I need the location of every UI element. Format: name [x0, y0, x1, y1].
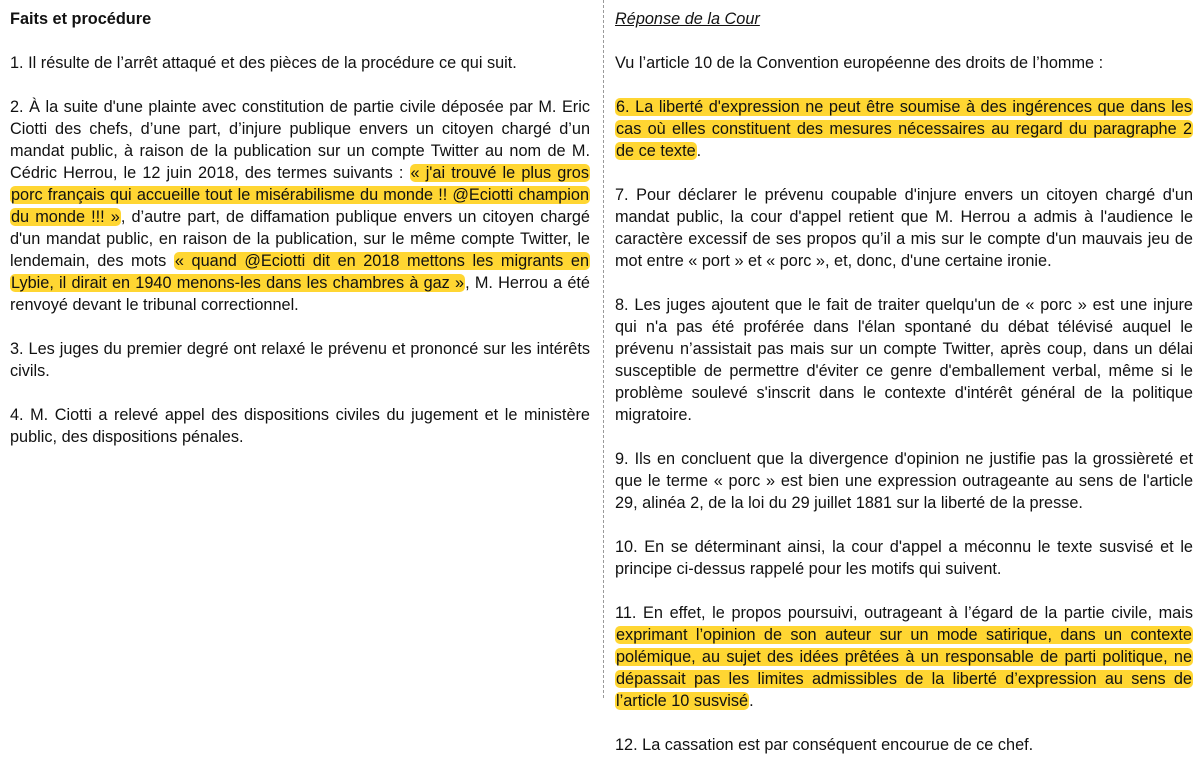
facts-heading: Faits et procédure [10, 10, 152, 28]
paragraph-2 [10, 96, 590, 316]
paragraph-6-number: 6. [616, 98, 630, 116]
column-divider [603, 0, 604, 698]
paragraph-article-10: Vu l’article 10 de la Convention européenne des droits de l’homme : [615, 54, 1104, 72]
highlight-quote-1: « j'ai trouvé le plus gros porc français qui accueille tout le misérabilisme du monde !! @Eciotti champion du monde !!! » [11, 164, 589, 226]
paragraph-7: 7. Pour déclarer le prévenu coupable d'injure envers un citoyen chargé d'un mandat public, la cour d'appel retient que M. Herrou a admis à l'audience le caractère excessif de ses propos qu’il a mis sur le compte d'un mauvais jeu de mot entre « port » et « porc », et, donc, d'une certaine ironie. [615, 186, 1193, 270]
left-column [10, 8, 590, 470]
paragraph-10: 10. En se déterminant ainsi, la cour d'appel a méconnu le texte susvisé et le principe ci-dessus rappelé pour les motifs qui suivent. [615, 538, 1193, 578]
paragraph-9: 9. Ils en concluent que la divergence d'opinion ne justifie pas la grossièreté et que le terme « porc » est bien une expression outrageante au sens de l'article 29, alinéa 2, de la loi du 29 juillet 1881 sur la liberté de la presse. [615, 450, 1193, 512]
paragraph-8: 8. Les juges ajoutent que le fait de traiter quelqu'un de « porc » est une injure qui n'a pas été proférée dans l'élan spontané du débat télévisé auquel le prévenu n’assistait pas mais sur un compte Twitter, après coup, dans un délai susceptible de permettre d'éviter ce genre d'emballement verbal, même si le problème soulevé s'inscrit dans le contexte d'intérêt général de la politique migratoire. [615, 296, 1193, 424]
highlight-quote-2: « quand @Eciotti dit en 2018 mettons les migrants en Lybie, il dirait en 1940 menons-les dans les chambres à gaz » [11, 252, 590, 292]
court-response-heading: Réponse de la Cour [615, 10, 760, 28]
paragraph-2-text-c: , M. Herrou a été renvoyé devant le tribunal correctionnel. [10, 274, 590, 314]
paragraph-2-text-b: , d’autre part, de diffamation publique envers un citoyen chargé d'un mandat public, en raison de la publication, sur le même compte Twitter, le lendemain, des mots [10, 208, 590, 270]
paragraph-3: 3. Les juges du premier degré ont relaxé le prévenu et prononcé sur les intérêts civils. [10, 340, 590, 380]
paragraph-11-text-a: 11. En effet, le propos poursuivi, outrageant à l’égard de la partie civile, mais [615, 604, 1193, 622]
paragraph-6 [615, 96, 1193, 162]
highlight-paragraph-11: exprimant l’opinion de son auteur sur un mode satirique, dans un contexte polémique, au sujet des idées prêtées à un responsable de parti politique, ne dépassait pas les limites admissibles de la liberté d’expression au sens de l’article 10 susvisé [616, 626, 1192, 710]
paragraph-1: 1. Il résulte de l’arrêt attaqué et des pièces de la procédure ce qui suit. [10, 54, 517, 72]
paragraph-4: 4. M. Ciotti a relevé appel des dispositions civiles du jugement et le ministère public, des dispositions pénales. [10, 406, 590, 446]
paragraph-2-text-a: 2. À la suite d'une plainte avec constitution de partie civile déposée par M. Eric Ciotti des chefs, d’une part, d’injure publique envers un citoyen chargé d’un mandat public, à raison de la publication sur un compte Twitter au nom de M. Cédric Herrou, le 12 juin 2018, des termes suivants : [10, 98, 590, 182]
paragraph-6-highlighted-text: La liberté d'expression ne peut être soumise à des ingérences que dans les cas où elles constituent des mesures nécessaires au regard du paragraphe 2 de ce texte [616, 98, 1192, 160]
paragraph-12: 12. La cassation est par conséquent encourue de ce chef. [615, 736, 1034, 754]
right-column [615, 8, 1193, 778]
highlight-paragraph-6 [615, 98, 1193, 160]
paragraph-11 [615, 602, 1193, 712]
paragraph-11-end: . [749, 692, 754, 710]
paragraph-6-end: . [696, 142, 702, 160]
